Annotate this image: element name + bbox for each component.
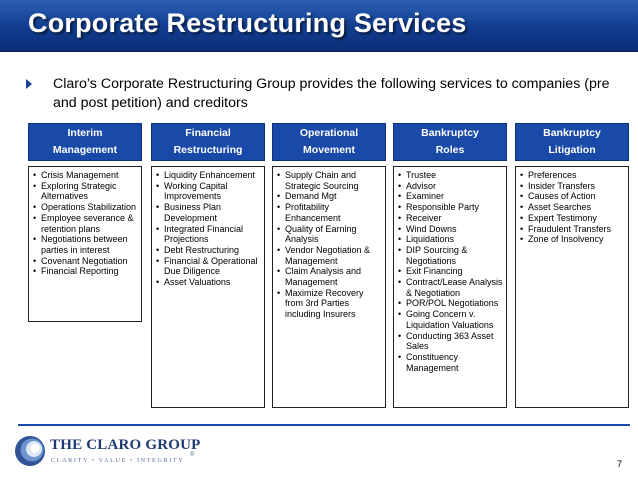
service-item: • Debt Restructuring [156, 245, 261, 256]
service-item: • Quality of Earning Analysis [277, 224, 382, 245]
service-item: • Negotiations between parties in interest [33, 234, 138, 255]
service-item: • Zone of Insolvency [520, 234, 625, 245]
service-item: • Examiner [398, 191, 503, 202]
column-header-line2: Roles [435, 144, 465, 156]
service-item: • Insider Transfers [520, 181, 625, 192]
service-list [520, 170, 625, 245]
service-item: • Covenant Negotiation [33, 256, 138, 267]
title-bar [0, 0, 638, 52]
column-header-line1: Operational [299, 127, 359, 139]
column-header [515, 123, 629, 161]
service-item: • Wind Downs [398, 224, 503, 235]
service-item: • Working Capital Improvements [156, 181, 261, 202]
column-header [28, 123, 142, 161]
column-header-line2: Management [52, 144, 118, 156]
service-item: • Integrated Financial Projections [156, 224, 261, 245]
page-number: 7 [616, 459, 622, 469]
service-list [33, 170, 138, 277]
service-list [398, 170, 503, 373]
claro-logo-icon [14, 435, 46, 467]
service-item: • Maximize Recovery from 3rd Parties including Insurers [277, 288, 382, 320]
service-list [156, 170, 261, 288]
service-item: • Business Plan Development [156, 202, 261, 223]
service-item: • Exit Financing [398, 266, 503, 277]
service-item: • Causes of Action [520, 191, 625, 202]
service-item: • Trustee [398, 170, 503, 181]
service-item: • Conducting 363 Asset Sales [398, 331, 503, 352]
column-header-line1: Bankruptcy [421, 127, 479, 139]
column-header [393, 123, 507, 161]
intro-text: Claro’s Corporate Restructuring Group provides the following services to companies (pre and post petition) and creditors [53, 76, 610, 111]
service-item: • Preferences [520, 170, 625, 181]
footer-divider [18, 424, 630, 426]
service-item: • POR/POL Negotiations [398, 298, 503, 309]
service-item: • Supply Chain and Strategic Sourcing [277, 170, 382, 191]
registered-mark: ® [190, 452, 195, 458]
column-header [151, 123, 265, 161]
service-item: • Vendor Negotiation & Management [277, 245, 382, 266]
service-item: • Constituency Management [398, 352, 503, 373]
service-item: • Financial Reporting [33, 266, 138, 277]
logo-name: THE CLARO GROUP [50, 437, 201, 453]
logo-tagline: CLARITY • VALUE • INTEGRITY [51, 457, 185, 464]
service-list [277, 170, 382, 320]
service-item: • Asset Searches [520, 202, 625, 213]
column-header-line1: Interim [67, 127, 103, 139]
service-item: • DIP Sourcing & Negotiations [398, 245, 503, 266]
column-body [272, 166, 386, 408]
arrow-bullet-icon [26, 79, 32, 89]
column-header-line2: Movement [303, 144, 355, 156]
service-item: • Asset Valuations [156, 277, 261, 288]
service-item: • Expert Testimony [520, 213, 625, 224]
service-item: • Financial & Operational Due Diligence [156, 256, 261, 277]
service-item: • Going Concern v. Liquidation Valuations [398, 309, 503, 330]
service-item: • Liquidity Enhancement [156, 170, 261, 181]
column-header-line1: Financial [185, 127, 231, 139]
service-item: • Claim Analysis and Management [277, 266, 382, 287]
column-header-line2: Restructuring [173, 144, 243, 156]
service-item: • Fraudulent Transfers [520, 224, 625, 235]
column-body [515, 166, 629, 408]
service-item: • Advisor [398, 181, 503, 192]
claro-group-logo [14, 432, 201, 472]
service-item: • Profitability Enhancement [277, 202, 382, 223]
service-item: • Liquidations [398, 234, 503, 245]
column-header-line2: Litigation [548, 144, 596, 156]
column-body [393, 166, 507, 408]
service-item: • Exploring Strategic Alternatives [33, 181, 138, 202]
service-item: • Contract/Lease Analysis & Negotiation [398, 277, 503, 298]
service-item: • Employee severance & retention plans [33, 213, 138, 234]
column-header [272, 123, 386, 161]
service-item: • Demand Mgt [277, 191, 382, 202]
column-header-line1: Bankruptcy [543, 127, 601, 139]
column-body [151, 166, 265, 408]
service-item: • Responsible Party [398, 202, 503, 213]
service-item: • Crisis Management [33, 170, 138, 181]
slide-title: Corporate Restructuring Services [28, 8, 467, 38]
service-item: • Operations Stabilization [33, 202, 138, 213]
column-body [28, 166, 142, 322]
service-item: • Receiver [398, 213, 503, 224]
